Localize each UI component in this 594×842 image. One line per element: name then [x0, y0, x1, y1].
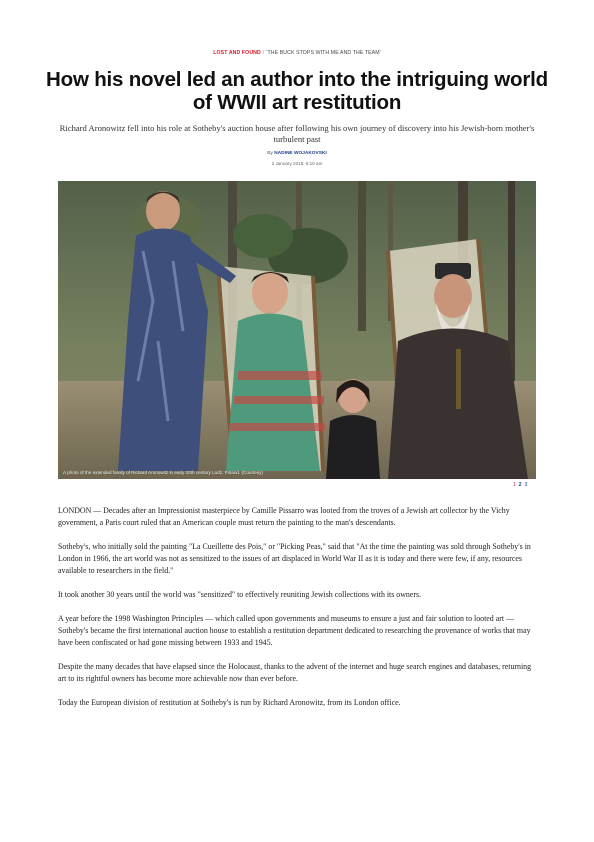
series-link[interactable]: 'THE BUCK STOPS WITH ME AND THE TEAM': [266, 50, 381, 56]
publish-date: 2 January 2018, 5:10 am: [271, 161, 323, 166]
body-paragraph: A year before the 1998 Washington Principles — which called upon governments and museums to ensure a just and fair solution to looted art — Sotheby's became the first international auction house to establish a restitution department dedicated to researching the provenance of works that may have been confiscated or had gone missing between 1933 and 1945.: [58, 614, 531, 647]
section-link[interactable]: LOST AND FOUND: [213, 50, 261, 56]
body-paragraph: Despite the many decades that have elapsed since the Holocaust, thanks to the advent of the internet and huge search engines and databases, returning art to its rightful owners has become more achievable now than ever before.: [58, 662, 532, 683]
body-paragraph: It took another 30 years until the world was "sensitized" to effectively reuniting Jewish collections with its owners.: [58, 590, 422, 599]
headline: How his novel led an author into the intriguing world of WWII art restitution: [46, 68, 548, 114]
family-photo-image: [58, 181, 536, 479]
body-paragraph: Today the European division of restitution at Sotheby's is run by Richard Aronowitz, from its London office.: [58, 698, 401, 707]
gallery-page-2[interactable]: 2: [518, 482, 522, 488]
article-body: [58, 505, 536, 721]
photo-caption: A photo of the extended family of Richard Aronowitz in early 20th century Lodz, Poland. (Courtesy): [63, 470, 263, 475]
byline: [0, 151, 594, 156]
article-photo[interactable]: [58, 181, 536, 479]
photo-pager: [510, 482, 527, 488]
gallery-page-1[interactable]: 1: [513, 482, 516, 488]
body-paragraph: LONDON — Decades after an Impressionist masterpiece by Camille Pissarro was looted from the troves of a Jewish art collector by the Vichy government, a Paris court ruled that an American couple must return the painting to the man's descendants.: [58, 506, 510, 527]
kicker: [0, 50, 594, 56]
byline-prefix: By: [267, 151, 273, 156]
subheadline: Richard Aronowitz fell into his role at Sotheby's auction house after following his own journey of discovery into his Jewish-born mother's turbulent past: [59, 123, 535, 144]
body-paragraph: Sotheby's, who initially sold the painting "La Cueillette des Pois," or "Picking Peas," said that "At the time the painting was sold through Sotheby's in London in 1966, the art world was not as sensitized to the issues of art displaced in World War II as it is today and there were few, if any, resources available to researchers in the field.": [58, 542, 531, 575]
gallery-page-3[interactable]: 3: [524, 482, 528, 488]
kicker-separator: /: [262, 50, 265, 56]
author-link[interactable]: NADINE WOJAKOVSKI: [274, 151, 327, 156]
